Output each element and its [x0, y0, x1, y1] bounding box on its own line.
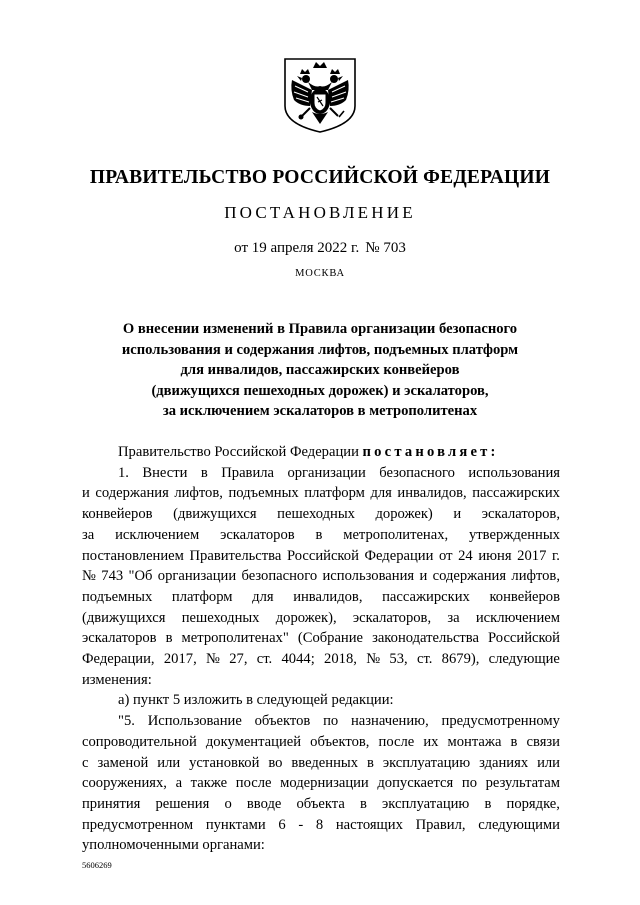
word: эксплуатацию [382, 795, 470, 812]
paragraph-line [82, 566, 560, 587]
word: эксплуатацию [382, 754, 471, 771]
word: в [510, 733, 518, 750]
word: допускается [377, 775, 454, 792]
word: в [359, 795, 367, 812]
word: документацией [205, 733, 302, 750]
word: Правил, [415, 816, 466, 833]
word: исключением [475, 609, 560, 626]
word: о [224, 795, 232, 812]
paragraph-line [82, 504, 560, 525]
word: Федерации [364, 547, 434, 564]
word: содержания [95, 485, 169, 502]
word: использования [468, 464, 560, 481]
word: пунктами [205, 816, 266, 833]
word: платформ [304, 485, 365, 502]
word: постановлением [82, 547, 184, 564]
paragraph-line [82, 815, 560, 836]
word: следующие [488, 651, 560, 668]
word: или [157, 754, 181, 771]
word: конвейеров [489, 588, 560, 605]
paragraph-line [82, 483, 560, 504]
word: 27, [229, 651, 248, 668]
word: установкой [189, 754, 260, 771]
word: 2017, [163, 651, 197, 668]
word: в [484, 795, 492, 812]
word: безопасного [241, 568, 318, 585]
paragraph-line [82, 711, 560, 732]
word: после [235, 775, 272, 792]
word: пассажирских [382, 588, 470, 605]
word: эскалаторов [220, 526, 295, 543]
word: вводе [246, 795, 282, 812]
word: после [378, 733, 415, 750]
word: а [175, 775, 183, 792]
preamble-text: Правительство Российской Федерации [118, 444, 359, 460]
word: 1. [118, 464, 129, 481]
paragraph-line [82, 525, 560, 546]
paragraph-line [82, 587, 560, 608]
word: Правила [221, 464, 275, 481]
word: объектов [254, 713, 311, 730]
word: заменой [97, 754, 149, 771]
word: сооружениях, [82, 775, 167, 792]
word: в [315, 526, 323, 543]
word: в [200, 464, 208, 481]
preamble [82, 442, 560, 463]
word: для [252, 588, 274, 605]
paragraph-line [82, 649, 560, 670]
paragraph-line [82, 608, 560, 629]
word: "Об [128, 568, 153, 585]
word: и [453, 506, 462, 523]
word: № [206, 651, 220, 668]
word: пассажирских [472, 485, 560, 502]
word: ст. [416, 651, 433, 668]
word: 4044; [281, 651, 315, 668]
paragraph-line [82, 628, 560, 649]
word: в [366, 754, 374, 771]
word: пешеходных [181, 609, 260, 626]
title-line: О внесении изменений в Правила организации безопасного [122, 321, 518, 337]
word: порядке, [506, 795, 560, 812]
document-number: № 703 [365, 240, 406, 256]
document-date-number [0, 240, 640, 257]
paragraph-line [82, 773, 560, 794]
word: (движущихся [173, 506, 257, 523]
word: по [323, 713, 339, 730]
word: организации [287, 464, 366, 481]
word: назначению, [350, 713, 429, 730]
word: эскалаторов, [352, 609, 432, 626]
word: (движущихся [82, 609, 166, 626]
word: ст. [256, 651, 273, 668]
word: (Собрание [297, 630, 364, 647]
word: конвейеров [82, 506, 153, 523]
word: по [461, 775, 477, 792]
word: для [370, 485, 392, 502]
word: связи [526, 733, 560, 750]
word: результатам [485, 775, 560, 792]
word: лифтов, [511, 568, 560, 585]
document-code: 5606269 [82, 860, 112, 870]
word: подъемных [82, 588, 153, 605]
word: - [298, 816, 304, 833]
word: июня [478, 547, 512, 564]
paragraph-line [82, 753, 560, 774]
word: Российской [488, 630, 560, 647]
paragraph-line: уполномоченными органами: [82, 837, 265, 854]
word: настоящих [335, 816, 403, 833]
preamble-emphasis: постановляет: [362, 444, 499, 460]
word: эскалаторов, [481, 506, 560, 523]
word: эскалаторов [82, 630, 157, 647]
word: зданиях [479, 754, 529, 771]
word: сопроводительной [82, 733, 197, 750]
word: за [447, 609, 460, 626]
word: их [423, 733, 439, 750]
word: модернизации [280, 775, 369, 792]
word: 24 [458, 547, 473, 564]
word: № [366, 651, 381, 668]
word: 743 [101, 568, 124, 585]
title-line: для инвалидов, пассажирских конвейеров [180, 362, 460, 379]
paragraph-line [82, 732, 560, 753]
word: дорожек) [375, 506, 433, 523]
word: также [190, 775, 228, 792]
document-city: МОСКВА [295, 268, 345, 279]
word: Использование [147, 713, 242, 730]
word: утвержденных [469, 526, 560, 543]
word: № [82, 568, 96, 585]
word: платформ [171, 588, 233, 605]
document-type: ПОСТАНОВЛЕНИЕ [224, 203, 416, 222]
word: от [439, 547, 453, 564]
word: законодательства [372, 630, 479, 647]
word: подъемных [228, 485, 299, 502]
paragraph-line [82, 794, 560, 815]
item-a: а) пункт 5 изложить в следующей редакции: [118, 692, 394, 709]
word: следующими [478, 816, 560, 833]
word: за [82, 526, 95, 543]
word: 2017 [517, 547, 547, 564]
word: решения [155, 795, 210, 812]
title-line: за исключением эскалаторов в метрополитенах [162, 403, 478, 420]
word: дорожек), [275, 609, 337, 626]
word: во [268, 754, 283, 771]
word: с [82, 754, 89, 771]
word: исключением [115, 526, 200, 543]
word: Внести [142, 464, 188, 481]
word: и [82, 485, 90, 502]
document-date: от 19 апреля 2022 г. [234, 240, 360, 256]
word: метрополитенах, [343, 526, 449, 543]
word: инвалидов, [293, 588, 363, 605]
word: введенных [291, 754, 358, 771]
word: объекта [296, 795, 345, 812]
word: Российской [286, 547, 359, 564]
word: содержания [432, 568, 507, 585]
word: Правительства [189, 547, 282, 564]
word: 2018, [324, 651, 357, 668]
word: пешеходных [277, 506, 355, 523]
word: 53, [389, 651, 408, 668]
word: "5. [118, 713, 135, 730]
word: 8 [315, 816, 324, 833]
paragraph-line [82, 463, 560, 484]
word: г. [551, 547, 560, 564]
word: монтажа [447, 733, 502, 750]
word: объектов, [310, 733, 370, 750]
word: инвалидов, [397, 485, 467, 502]
document-title [60, 319, 580, 422]
word: и [419, 568, 428, 585]
title-line: использования и содержания лифтов, подъемных платформ [121, 341, 519, 358]
word: 6 [278, 816, 286, 833]
document-body [82, 442, 560, 856]
word: организации [157, 568, 237, 585]
word: 8679), [441, 651, 480, 668]
word: безопасного [379, 464, 455, 481]
word: предусмотренному [441, 713, 560, 730]
word: Федерации, [82, 651, 155, 668]
word: использования [322, 568, 415, 585]
word: предусмотренном [82, 816, 194, 833]
word: лифтов, [174, 485, 223, 502]
coat-of-arms-icon [282, 56, 358, 134]
paragraph-line: изменения: [82, 671, 152, 688]
word: или [537, 754, 560, 771]
government-name: ПРАВИТЕЛЬСТВО РОССИЙСКОЙ ФЕДЕРАЦИИ [89, 167, 551, 188]
paragraph-line [82, 546, 560, 567]
word: принятия [82, 795, 141, 812]
word: в [165, 630, 173, 647]
title-line: (движущихся пешеходных дорожек) и эскалаторов, [151, 382, 489, 399]
word: метрополитенах" [181, 630, 289, 647]
